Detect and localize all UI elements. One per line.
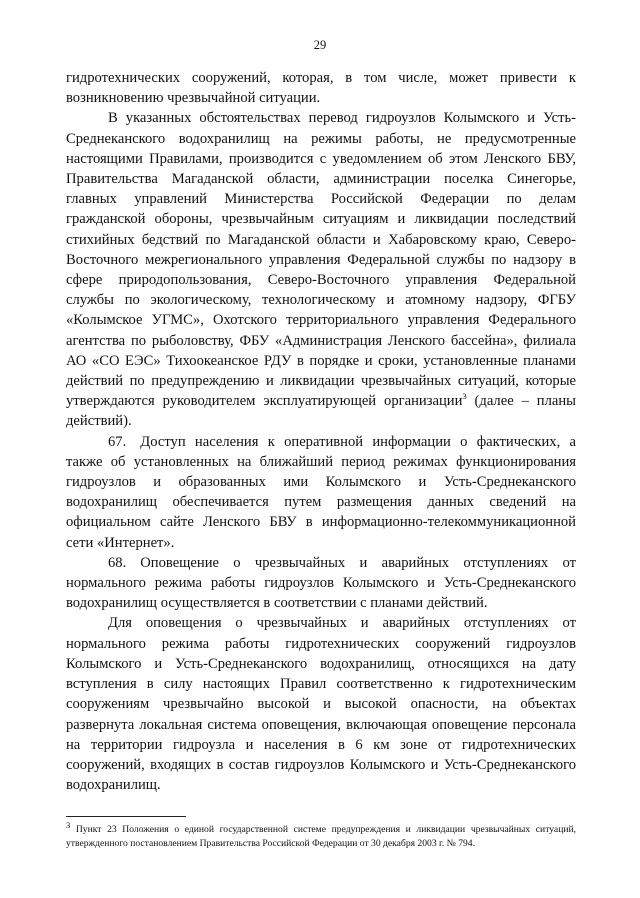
paragraph-number: 68.: [108, 554, 127, 571]
paragraph-continuation: гидротехнических сооружений, которая, в том числе, может привести к возникновению чрезвычайной ситуации.: [66, 70, 576, 107]
footnote-reference: 3: [462, 391, 467, 402]
document-body: [66, 68, 576, 795]
paragraph-warning-system: Для оповещения о чрезвычайных и аварийных отступлениях от нормального режима работы гидротехнических сооружений гидроузлов Колымского и Усть-Среднеканского водохранилищ, относящихся на дату вступления в силу настоящих Правил соответственно к гидротехническим сооружениям чрезвычайно высокой и высокой опасности, на объектах развернута локальная система оповещения, включающая оповещение персонала на территории гидроузла и населения в 6 км зоне от гидротехнических сооружений, входящих в состав гидроузлов Колымского и Усть-Среднеканского водохранилищ.: [66, 615, 576, 794]
paragraph-68: [66, 553, 576, 614]
paragraph-67: [66, 432, 576, 553]
footnote-divider: [66, 816, 186, 817]
page-number: 29: [313, 38, 327, 52]
paragraph-notification-text: В указанных обстоятельствах перевод гидроузлов Колымского и Усть-Среднеканского водохранилищ на режимы работы, не предусмотренные настоящими Правилами, производится с уведомлением об этом Ленского БВУ, Правительства Магаданской области, администрации поселка Синегорье, главных управлений Министерства Российской Федерации по делам гражданской обороны, чрезвычайным ситуациям и ликвидации последствий стихийных бедствий по Магаданской области и Хабаровскому краю, Северо-Восточного межрегионального управления Федеральной службы по надзору в сфере природопользования, Северо-Восточного управления Федеральной службы по экологическому, технологическому и атомному надзору, ФГБУ «Колымское УГМС», Охотского территориального управления Федерального агентства по рыболовству, ФБУ «Администрация Ленского бассейна», филиала АО «СО ЕЭС» Тихоокеанское РДУ в порядке и сроки, установленные планами действий по предупреждению и ликвидации чрезвычайных ситуаций, которые утверждаются руководителем эксплуатирующей организации: [66, 110, 576, 410]
paragraph-notification-tail: (далее – планы действий).: [66, 393, 576, 430]
footnote: [66, 819, 576, 851]
paragraph-notification: [66, 108, 576, 431]
paragraph-number: 67.: [108, 433, 127, 450]
paragraph-text: Доступ населения к оперативной информации о фактических, а также об установленных на ближайший период режимах функционирования гидроузлов и образованных ими Колымского и Усть-Среднеканского водохранилищ обеспечивается путем размещения данных сведений на официальном сайте Ленского БВУ в информационно-телекоммуникационной сети «Интернет».: [66, 433, 576, 551]
paragraph-text: Оповещение о чрезвычайных и аварийных отступлениях от нормального режима работы гидроузлов Колымского и Усть-Среднеканского водохранилищ осуществляется в соответствии с планами действий.: [66, 554, 576, 612]
footnote-text: Пункт 23 Положения о единой государственной системе предупреждения и ликвидации чрезвычайных ситуаций, утвержденного постановлением Правительства Российской Федерации от 30 декабря 2003 г. № 794.: [66, 824, 576, 849]
footnote-mark: 3: [66, 819, 71, 830]
